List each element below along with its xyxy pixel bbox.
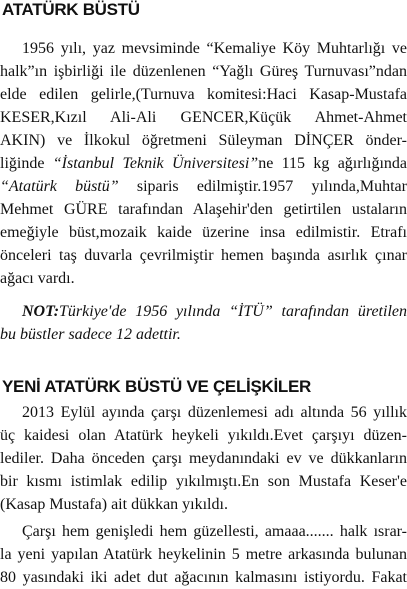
text-line: ağacı vardı.	[0, 270, 75, 287]
text-run: Türkiye'de 1956 yılında “İTÜ” tarafından üretilen	[59, 303, 407, 320]
text-run: liğinde	[0, 155, 53, 172]
text-line	[0, 152, 407, 175]
paragraph-demolition	[0, 401, 407, 516]
note-label: NOT:	[22, 303, 60, 320]
text-line: 1956 yılı, yaz mevsiminde “Kemaliye Köy Muhtarlığı ve	[22, 40, 407, 57]
text-line: bu büstler sadece 12 adettir.	[0, 326, 181, 343]
section-title-ataturk-bustu: ATATÜRK BÜSTÜ	[2, 0, 140, 19]
text-line: üç kaidesi olan Atatürk heykeli yıkıldı.Evet çarşıyı düzen-	[0, 427, 407, 444]
note-paragraph	[0, 300, 407, 346]
text-line: AKIN) ve İlkokul öğretmeni Süleyman DİNÇER önder-	[0, 132, 407, 149]
text-run: ne 115 kg ağırlığında	[258, 155, 407, 172]
text-line: KESER,Kızıl Ali-Ali GENCER,Küçük Ahmet-Ahmet	[0, 109, 407, 126]
text-line: halk”ın işbirliği ile düzenlenen “Yağlı Güreş Turnuvası”ndan	[0, 63, 407, 80]
italic-bust-name: “Atatürk büstü”	[0, 178, 119, 195]
text-line: (Kasap Mustafa) ait dükkan yıkıldı.	[0, 496, 228, 513]
text-line: 2013 Eylül ayında çarşı düzenlemesi adı altında 56 yıllık	[22, 404, 407, 421]
text-line: bir kısmı istimlak edilip yıkılmıştı.En son Mustafa Keser'e	[0, 473, 407, 490]
text-line: Çarşı hem genişledi hem güzellesti, amaaa....... halk ısrar-	[22, 523, 407, 540]
paragraph-mulberry-trees	[0, 520, 407, 589]
paragraph-bust-history	[0, 37, 407, 290]
text-line: la yeni yapılan Atatürk heykelinin 5 metre arkasında bulunan	[0, 546, 407, 563]
text-run: siparis edilmiştir.1957 yılında,Muhtar	[118, 178, 407, 195]
text-line: elde edilen gelirle,(Turnuva komitesi:Haci Kasap-Mustafa	[0, 86, 407, 103]
text-line: lediler. Daha önceden çarşı meydanındaki ev ve dükkanların	[0, 450, 407, 467]
text-line: Mehmet GÜRE tarafından Alaşehir'den getirtilen ustaların	[0, 201, 407, 218]
text-line	[0, 175, 407, 198]
italic-university-name: “İstanbul Teknik Üniversitesi”	[52, 155, 259, 172]
text-line: önceleri taş duvarla çevrilmiştir hemen başında asırlık çınar	[0, 247, 407, 264]
text-line: 80 yasındaki iki adet dut ağacının kalmasını istiyordu. Fakat	[0, 569, 407, 586]
text-line	[0, 300, 407, 323]
text-line: emeğiyle büst,mozaik kaide üzerine insa edilmistir. Etrafı	[0, 224, 407, 241]
section-title-new-bust: YENİ ATATÜRK BÜSTÜ VE ÇELİŞKİLER	[2, 377, 312, 396]
